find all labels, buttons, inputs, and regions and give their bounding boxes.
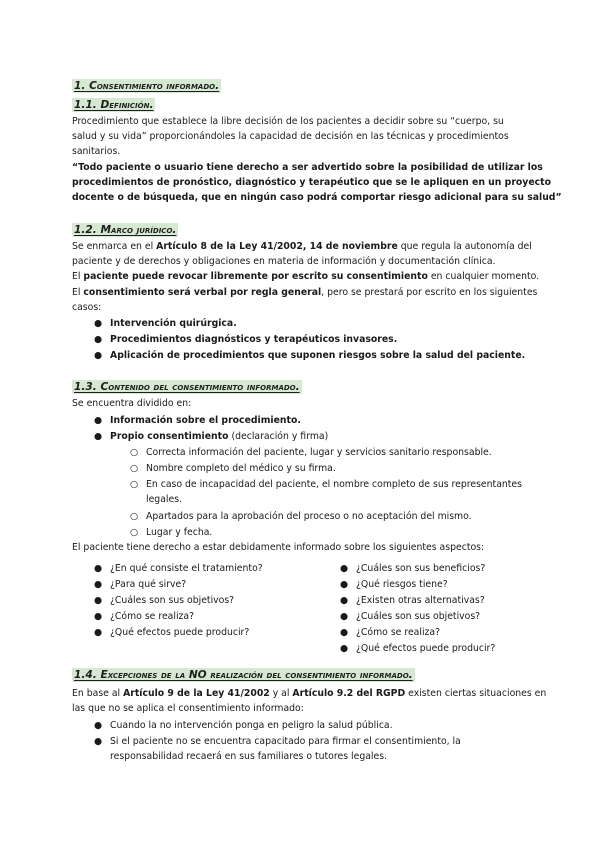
list-item-text: Si el paciente no se encuentra capacitado para firmar el consentimiento, la (110, 736, 461, 747)
section-heading-1-4: 1.4. Excepciones de la NO realización del consentimiento informado. (74, 669, 413, 681)
text: El (72, 286, 84, 298)
question-text: ¿Qué efectos puede producir? (356, 643, 496, 654)
circle-bullet-icon: ○ (130, 447, 139, 458)
quote-line-3: docente o de búsqueda, que en ningún caso podrá comportar riesgo adicional para su salud” (72, 192, 562, 204)
definition-paragraph (72, 114, 562, 205)
question-text: ¿Cómo se realiza? (356, 627, 441, 638)
list-item-text: responsabilidad recaerá en sus familiares o tutores legales. (110, 751, 388, 762)
legal-framework-paragraph (72, 239, 540, 315)
question-text: ¿Cuáles son sus beneficios? (356, 563, 486, 574)
sub-list-item-text: Correcta información del paciente, lugar y servicios sanitario responsable. (146, 447, 492, 458)
text: En base al (72, 688, 124, 699)
exceptions-line-2: las que no se aplica el consentimiento informado: (72, 703, 304, 715)
emphasis: paciente puede revocar libremente por escrito su consentimiento (83, 271, 428, 283)
circle-bullet-icon: ○ (130, 511, 139, 522)
rights-intro-text: El paciente tiene derecho a estar debidamente informado sobre los siguientes aspectos: (72, 542, 485, 553)
bullet-icon: ● (94, 350, 103, 361)
bullet-icon: ● (340, 627, 349, 638)
emphasis: consentimiento será verbal por regla general (83, 286, 322, 298)
bullet-icon: ● (94, 318, 103, 329)
circle-bullet-icon: ○ (130, 463, 139, 474)
quote-line-2: procedimientos de pronóstico, diagnóstico y terapéutico que se le apliquen en un proyecto (72, 176, 551, 188)
text: El (72, 271, 84, 283)
bullet-icon: ● (94, 415, 103, 426)
question-text: ¿En qué consiste el tratamiento? (110, 563, 263, 574)
bullet-icon: ● (340, 611, 349, 622)
sub-list-item-text: Apartados para la aprobación del proceso o no aceptación del mismo. (146, 511, 472, 522)
legal-line-3 (72, 269, 540, 284)
bullet-icon: ● (94, 720, 103, 731)
bullet-icon: ● (340, 595, 349, 606)
text: que regula la autonomía del (397, 241, 532, 252)
definition-line-3: sanitarios. (72, 146, 121, 158)
bullet-icon: ● (94, 736, 103, 747)
content-intro-text: Se encuentra dividido en: (72, 398, 192, 409)
list-item-text: Procedimientos diagnósticos y terapéuticos invasores. (110, 334, 398, 345)
emphasis: Propio consentimiento (110, 431, 229, 442)
text: , pero se prestará por escrito en los siguientes (321, 286, 538, 298)
law-reference: Artículo 8 de la Ley 41/2002, 14 de noviembre (156, 241, 398, 252)
legal-line-2: paciente y de derechos y obligaciones en materia de información y documentación clínica. (72, 256, 496, 268)
law-reference: Artículo 9 de la Ley 41/2002 (123, 688, 270, 699)
list-item-text: Intervención quirúrgica. (110, 318, 237, 329)
text: Se enmarca en el (72, 241, 157, 252)
list-item-text: Información sobre el procedimiento. (110, 415, 301, 426)
text: y al (269, 688, 293, 699)
rights-intro (72, 540, 532, 555)
text: en cualquier momento. (427, 271, 540, 283)
bullet-icon: ● (340, 563, 349, 574)
question-text: ¿Qué efectos puede producir? (110, 627, 250, 638)
question-text: ¿Para qué sirve? (110, 579, 187, 590)
sub-list-item-text: En caso de incapacidad del paciente, el nombre completo de sus representantes (146, 479, 522, 490)
bullet-icon: ● (94, 627, 103, 638)
content-intro (72, 396, 532, 411)
quote-line-1: “Todo paciente o usuario tiene derecho a ser advertido sobre la posibilidad de utilizar los (72, 161, 543, 173)
bullet-icon: ● (94, 334, 103, 345)
list-item-text (110, 429, 328, 444)
legal-line-5: casos: (72, 301, 102, 313)
definition-line-1: Procedimiento que establece la libre decisión de los pacientes a decidir sobre su “cuerpo, su (72, 116, 504, 127)
legal-line-4 (72, 285, 538, 300)
question-text: ¿Cuáles son sus objetivos? (356, 611, 481, 622)
bullet-icon: ● (94, 563, 103, 574)
bullet-icon: ● (94, 431, 103, 442)
definition-line-2: salud y su vida” proporcionándoles la capacidad de decisión en las técnicas y procedimientos (72, 131, 509, 143)
bullet-icon: ● (94, 595, 103, 606)
text: (declaración y firma) (228, 431, 329, 442)
text: existen ciertas situaciones en (405, 688, 547, 699)
question-text: ¿Cuáles son sus objetivos? (110, 595, 235, 606)
exceptions-paragraph (72, 686, 547, 716)
exceptions-line-1 (72, 686, 547, 701)
section-heading-1: 1. Consentimiento informado. (74, 80, 220, 92)
sub-list-item-text: Lugar y fecha. (146, 527, 213, 538)
bullet-icon: ● (94, 579, 103, 590)
section-heading-1-2: 1.2. Marco jurídico. (74, 224, 177, 236)
list-item-text: Cuando la no intervención ponga en peligro la salud pública. (110, 720, 393, 731)
bullet-icon: ● (340, 643, 349, 654)
circle-bullet-icon: ○ (130, 479, 139, 490)
sub-list-item-text: Nombre completo del médico y su firma. (146, 463, 336, 474)
question-text: ¿Qué riesgos tiene? (356, 579, 448, 590)
circle-bullet-icon: ○ (130, 527, 139, 538)
section-heading-1-3: 1.3. Contenido del consentimiento informado. (74, 381, 300, 393)
list-item-text: Aplicación de procedimientos que suponen riesgos sobre la salud del paciente. (110, 350, 526, 361)
law-reference: Artículo 9.2 del RGPD (292, 688, 406, 699)
legal-line-1 (72, 239, 532, 254)
section-heading-1-1: 1.1. Definición. (74, 99, 154, 111)
bullet-icon: ● (340, 579, 349, 590)
question-text: ¿Existen otras alternativas? (356, 595, 485, 606)
bullet-icon: ● (94, 611, 103, 622)
question-text: ¿Cómo se realiza? (110, 611, 195, 622)
sub-list-item-text: legales. (146, 494, 183, 505)
